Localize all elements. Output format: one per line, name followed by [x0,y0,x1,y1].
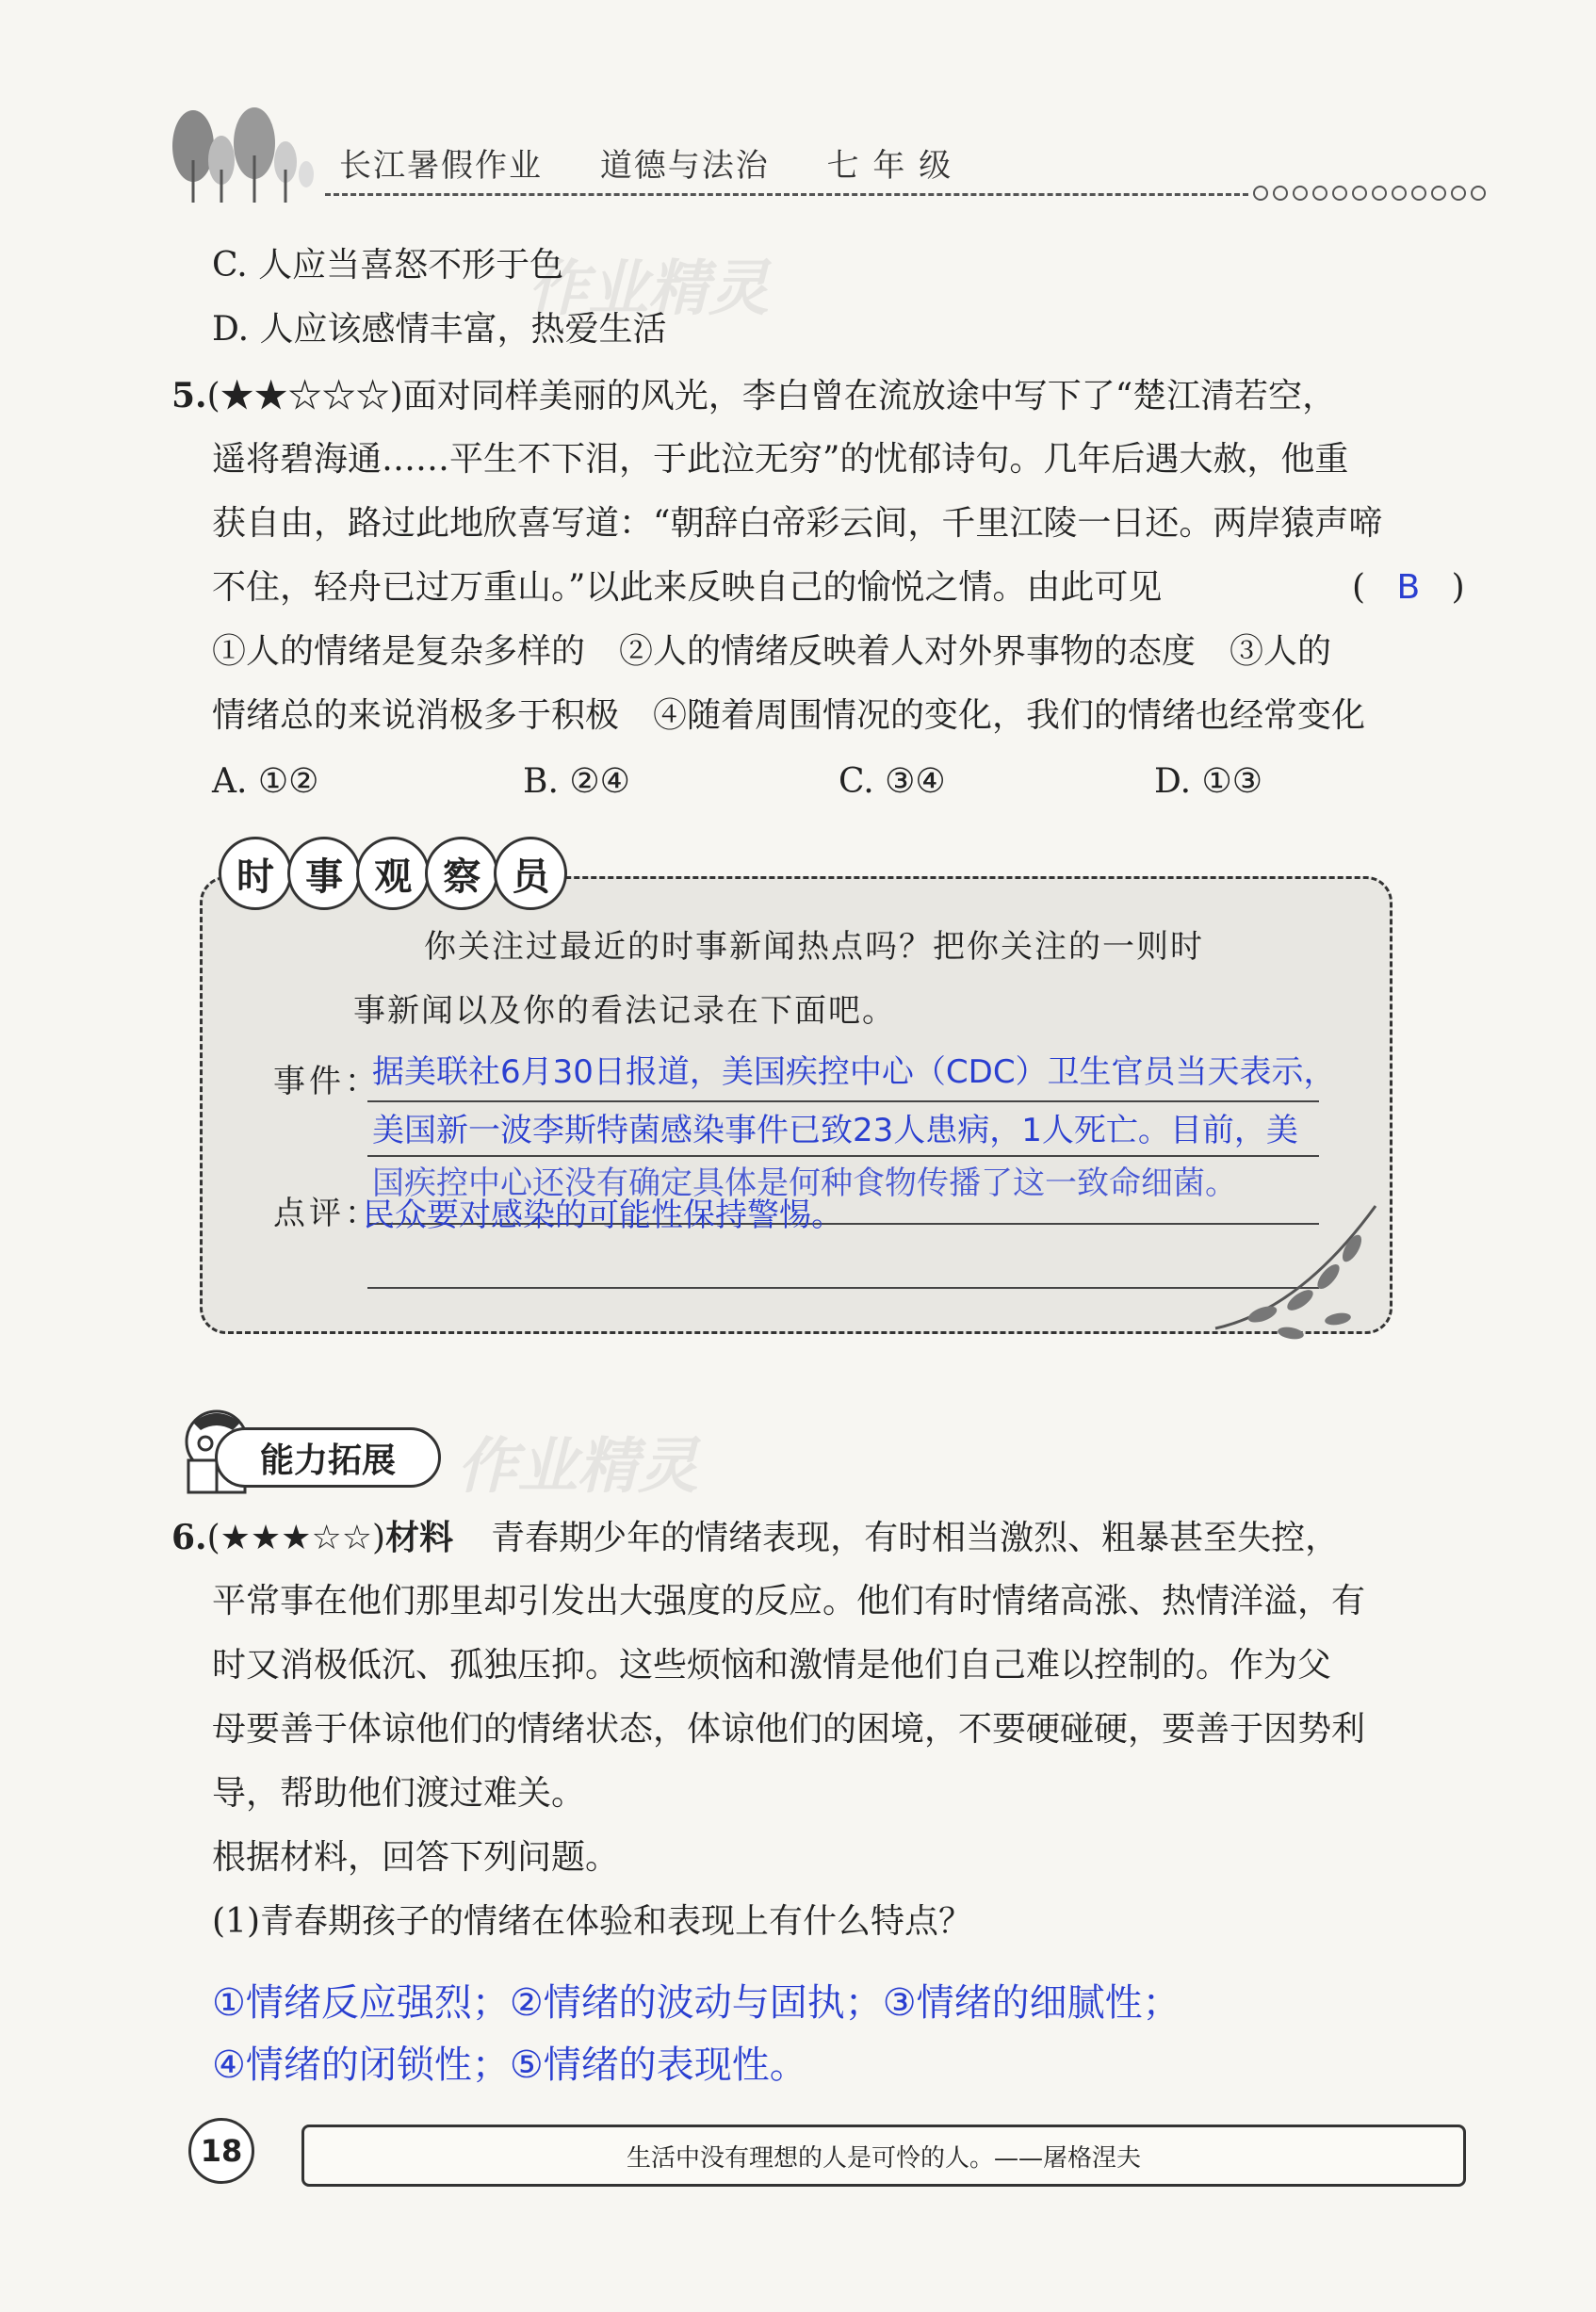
q6-stars: (★★★☆☆) [206,1519,386,1557]
comment-line-2 [367,1287,1319,1289]
event-line-1 [367,1100,1319,1102]
header-dots [1253,186,1490,204]
q6-answer-1: ①情绪反应强烈；②情绪的波动与固执；③情绪的细腻性； [212,1981,1181,2025]
header-divider [325,193,1248,196]
q5-choice-d: D. ①③ [1154,762,1263,801]
news-prompt-1: 你关注过最近的时事新闻热点吗？把你关注的一则时 [424,928,1204,966]
trees-icon [165,104,325,207]
q5-answer-bracket: ( B ) [1352,568,1465,607]
q5-stars: (★★☆☆☆) [206,377,403,415]
handwriting-event-3: 国疾控中心还没有确定具体是何种食物传播了这一致命细菌。 [372,1164,1237,1202]
q4-option-c: C. 人应当喜怒不形于色 [212,246,564,285]
page-number: 18 [188,2118,254,2184]
q6-line-2: 平常事在他们那里却引发出大强度的反应。他们有时情绪高涨、热情洋溢，有 [212,1582,1366,1620]
header-subject: 道德与法治 [599,147,770,185]
q5-line-2: 遥将碧海通……平生不下泪，于此泣无穷”的忧郁诗句。几年后遇大赦，他重 [212,440,1349,479]
news-title-char: 员 [494,837,567,910]
q6-material-label: 材料 [385,1519,454,1557]
q4-option-d: D. 人应该感情丰富，热爱生活 [212,310,667,349]
news-box-title [219,837,558,910]
page-header [339,139,998,186]
q6-number: 6. [171,1518,207,1557]
q6-line-5: 导，帮助他们渡过难关。 [212,1774,586,1813]
leaf-decoration-icon [1206,1168,1394,1357]
q5-statements-1: ①人的情绪是复杂多样的 ②人的情绪反映着人对外界事物的态度 ③人的 [212,632,1332,671]
q6-line-4: 母要善于体谅他们的情绪状态，体谅他们的困境，不要硬碰硬，要善于因势利 [212,1710,1366,1749]
news-title-char: 时 [219,837,292,910]
q5-line-1: 面对同样美丽的风光，李白曾在流放途中写下了“楚江清若空， [402,377,1337,415]
q5-choice-a: A. ①② [212,762,319,801]
handwriting-event-1: 据美联社6月30日报道，美国疾控中心（CDC）卫生官员当天表示， [372,1053,1336,1091]
q6-instruction: 根据材料，回答下列问题。 [212,1838,620,1877]
news-prompt-2: 事新闻以及你的看法记录在下面吧。 [353,992,896,1030]
q6-line-1: 青春期少年的情绪表现，有时相当激烈、粗暴甚至失控， [491,1519,1340,1557]
q5-choice-c: C. ③④ [839,762,946,801]
q5-line-3: 获自由，路过此地欣喜写道：“朝辞白帝彩云间，千里江陵一日还。两岸猿声啼 [212,504,1383,543]
footer-quote: 生活中没有理想的人是可怜的人。——屠格涅夫 [301,2125,1466,2187]
header-series: 长江暑假作业 [339,147,543,185]
q5-line-4: 不住，轻舟已过万重山。”以此来反映自己的愉悦之情。由此可见 [212,568,1163,607]
watermark: 作业精灵 [528,254,769,324]
q5-statements-2: 情绪总的来说消极多于积极 ④随着周围情况的变化，我们的情绪也经常变化 [212,696,1366,735]
q6-first-line [171,1519,1339,1557]
news-title-char: 事 [287,837,361,910]
q5-first-line [171,377,1336,415]
q6-sub1: (1)青春期孩子的情绪在体验和表现上有什么特点？ [212,1902,972,1941]
section-title: 能力拓展 [215,1427,441,1488]
q5-choice-b: B. ②④ [523,762,630,801]
handwriting-comment: 民众要对感染的可能性保持警惕。 [363,1197,843,1234]
news-title-char: 察 [425,837,498,910]
news-title-char: 观 [356,837,430,910]
q6-line-3: 时又消极低沉、孤独压抑。这些烦恼和激情是他们自己难以控制的。作为父 [212,1646,1332,1685]
q6-answer-2: ④情绪的闭锁性；⑤情绪的表现性。 [212,2043,807,2087]
q5-answer: B [1396,568,1421,607]
header-grade: 七 年 级 [826,147,953,185]
q5-number: 5. [171,376,207,415]
watermark: 作业精灵 [457,1432,698,1502]
comment-label: 点评： [273,1195,381,1232]
event-label: 事件： [273,1063,381,1100]
handwriting-event-2: 美国新一波李斯特菌感染事件已致23人患病，1人死亡。目前，美 [372,1112,1298,1149]
